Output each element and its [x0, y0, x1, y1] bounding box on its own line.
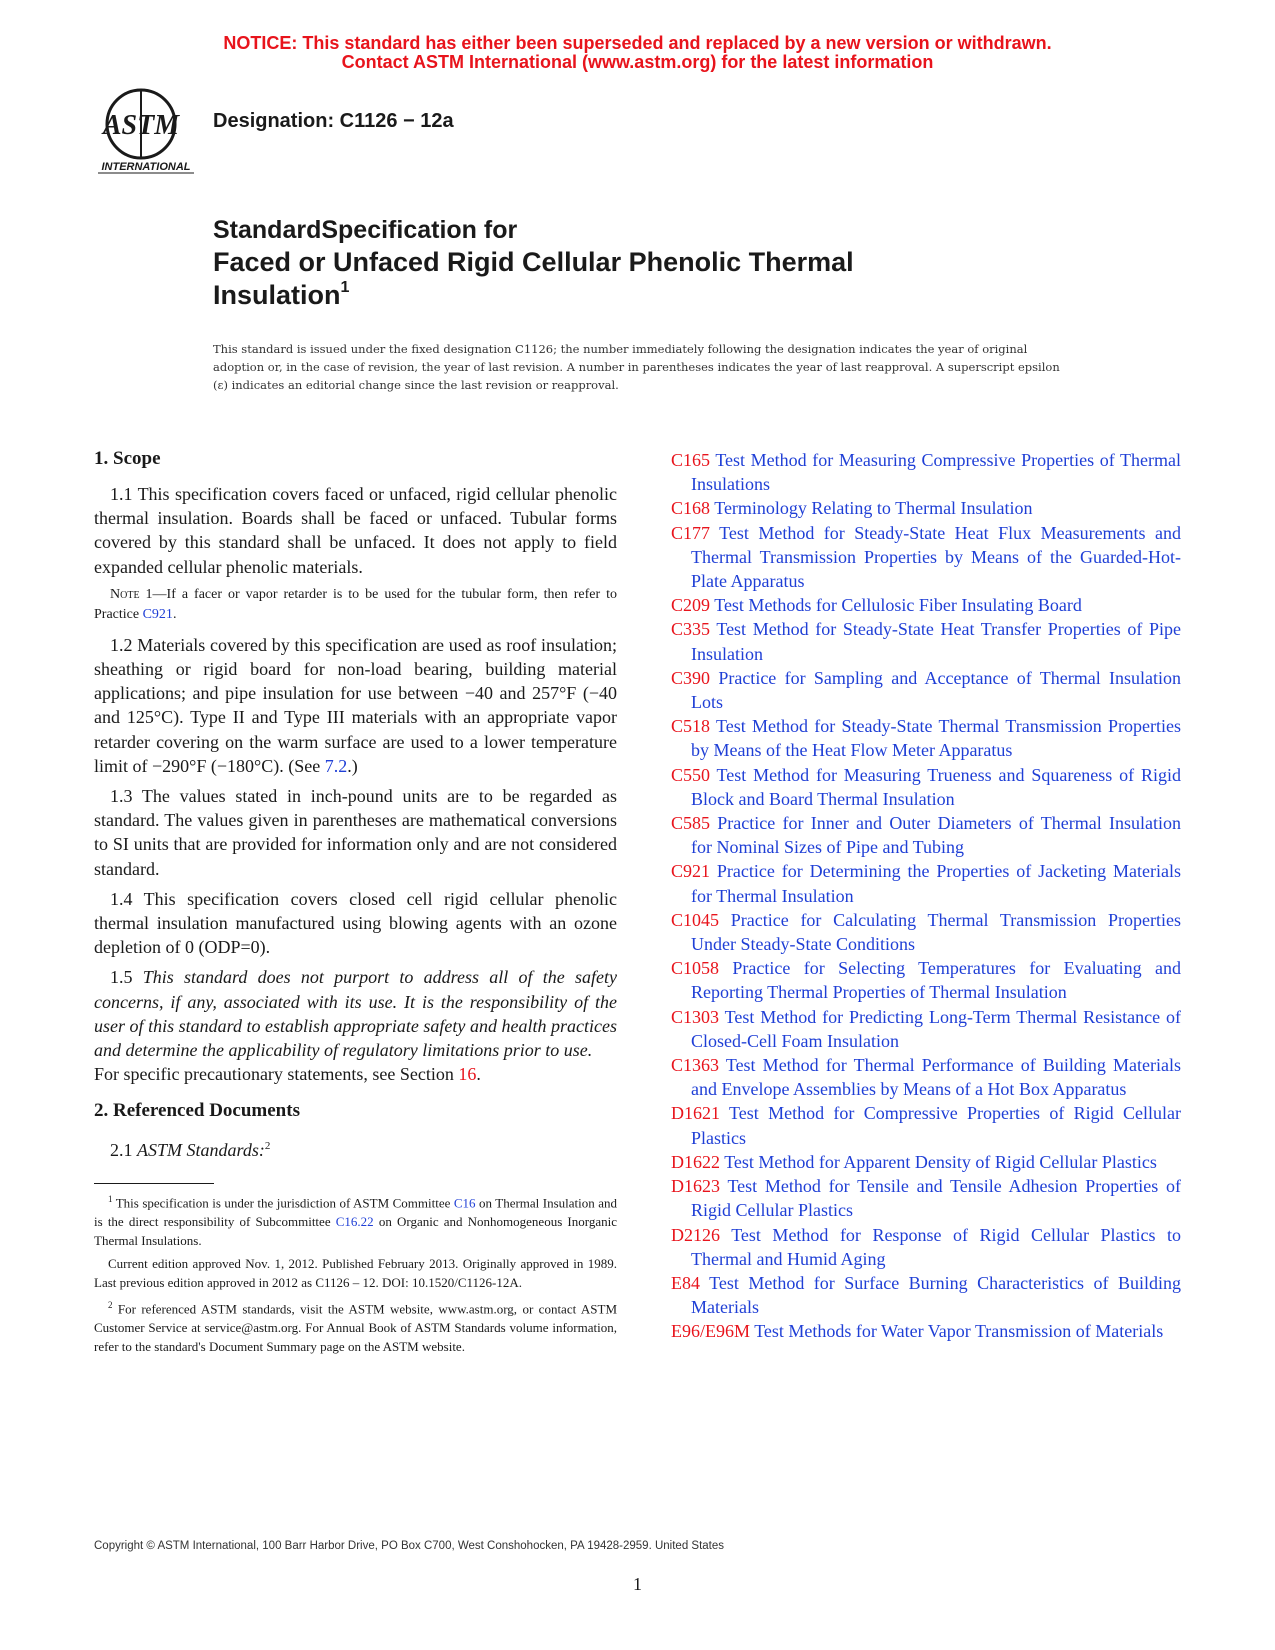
reference-code[interactable]: C921 — [671, 861, 711, 882]
issuance-statement: This standard is issued under the fixed designation C1126; the number immediately following the designation indicates the year of original adoption or, in the case of revision, the year of last revision. A number in parentheses indicates the year of last reapproval. A superscript epsilon (ε) indicates an editorial change since the last revision or reapproval. — [213, 342, 1060, 392]
section-1-3: 1.3 The values stated in inch-pound units are to be regarded as standard. The values given in parentheses are mathematical conversions to SI units that are provided for information only and are not considered standard. — [94, 786, 617, 879]
reference-code[interactable]: D2126 — [671, 1224, 720, 1245]
reference-code[interactable]: C550 — [671, 764, 711, 785]
section-2-1-sup: 2 — [264, 1140, 271, 1153]
section-2-1 — [94, 1134, 617, 1162]
reference-item — [671, 448, 1181, 496]
logo-international: INTERNATIONAL — [101, 161, 191, 173]
reference-title[interactable]: Test Method for Steady-State Heat Transfer Properties of Pipe Insulation — [691, 619, 1181, 664]
footnote-1 — [94, 1190, 617, 1250]
reference-item — [671, 859, 1181, 907]
note-label: Note — [110, 586, 140, 602]
referenced-standards-list — [671, 448, 1181, 1344]
reference-code[interactable]: E96/E96M — [671, 1321, 750, 1342]
reference-title[interactable]: Practice for Inner and Outer Diameters of Thermal Insulation for Nominal Sizes of Pipe and Tubing — [691, 813, 1181, 858]
fn1-link-c16-22[interactable]: C16.22 — [335, 1214, 374, 1229]
precaution-end: . — [476, 1064, 481, 1085]
reference-item — [671, 1271, 1181, 1319]
reference-code[interactable]: C390 — [671, 667, 711, 688]
reference-title[interactable]: Test Method for Thermal Performance of Building Materials and Envelope Assemblies by Means of a Hot Box Apparatus — [691, 1055, 1181, 1100]
reference-title[interactable]: Test Method for Tensile and Tensile Adhesion Properties of Rigid Cellular Plastics — [691, 1176, 1181, 1221]
fn1-text-b: on Thermal Insulation and is the direct responsibility of Subcommittee — [94, 1195, 617, 1229]
reference-title[interactable]: Practice for Sampling and Acceptance of Thermal Insulation Lots — [691, 667, 1181, 713]
reference-title[interactable]: Test Method for Predicting Long-Term Thermal Resistance of Closed-Cell Foam Insulation — [691, 1006, 1181, 1051]
reference-title[interactable]: Practice for Selecting Temperatures for Evaluating and Reporting Thermal Properties of Thermal Insulation — [691, 958, 1181, 1003]
reference-code[interactable]: C1363 — [671, 1055, 720, 1076]
reference-item — [671, 908, 1181, 956]
document-title — [213, 214, 854, 312]
reference-item — [671, 1319, 1181, 1343]
section-2-1-num: 2.1 — [110, 1140, 137, 1161]
footnote-1-edition: Current edition approved Nov. 1, 2012. Published February 2013. Originally approved in 1989. Last previous edition approved in 2012 as C1126 – 12. DOI: 10.1520/C1126-12A. — [94, 1256, 617, 1290]
reference-item — [671, 956, 1181, 1004]
note-link-c921[interactable]: C921 — [142, 606, 173, 622]
note-1 — [94, 585, 617, 625]
reference-code[interactable]: C1045 — [671, 909, 720, 930]
reference-code[interactable]: E84 — [671, 1272, 700, 1293]
precaution-text: For specific precautionary statements, see Section — [94, 1064, 459, 1085]
reference-title[interactable]: Terminology Relating to Thermal Insulation — [714, 498, 1033, 519]
astm-logo — [96, 86, 200, 178]
title-line-1: StandardSpecification for — [213, 216, 518, 244]
reference-item — [671, 666, 1181, 714]
fn2-mark: 2 — [108, 1300, 113, 1310]
link-7-2[interactable]: 7.2 — [324, 755, 348, 776]
reference-title[interactable]: Test Methods for Water Vapor Transmission of Materials — [754, 1321, 1164, 1342]
reference-item — [671, 593, 1181, 617]
note-end: . — [172, 606, 177, 622]
reference-title[interactable]: Practice for Determining the Properties of Jacketing Materials for Thermal Insulation — [691, 861, 1181, 906]
copyright-line: Copyright © ASTM International, 100 Barr Harbor Drive, PO Box C700, West Conshohocken, PA 19428-2959. United States — [94, 1540, 725, 1552]
title-line-3-text: Insulation — [213, 280, 341, 310]
reference-item — [671, 1223, 1181, 1271]
title-footnote-mark: 1 — [340, 279, 350, 296]
section-1-2 — [94, 633, 617, 778]
reference-item — [671, 617, 1181, 665]
reference-item — [671, 1005, 1181, 1053]
reference-code[interactable]: D1622 — [671, 1151, 720, 1172]
reference-item — [671, 1053, 1181, 1101]
referenced-documents-heading: 2. Referenced Documents — [94, 1100, 300, 1122]
reference-code[interactable]: C585 — [671, 813, 711, 834]
reference-code[interactable]: C168 — [671, 498, 711, 519]
notice-line-1: NOTICE: This standard has either been superseded and replaced by a new version or withdrawn. — [223, 33, 1052, 53]
reference-title[interactable]: Test Method for Compressive Properties of Rigid Cellular Plastics — [691, 1103, 1181, 1148]
section-2-1-italic: ASTM Standards: — [137, 1140, 265, 1161]
reference-item — [671, 1101, 1181, 1149]
withdrawal-notice — [0, 34, 1275, 72]
fn1-link-c16[interactable]: C16 — [453, 1195, 476, 1210]
reference-code[interactable]: C209 — [671, 595, 711, 616]
reference-code[interactable]: D1623 — [671, 1176, 720, 1197]
reference-title[interactable]: Practice for Calculating Thermal Transmission Properties Under Steady-State Conditions — [691, 909, 1181, 955]
section-1-5-num: 1.5 — [110, 967, 143, 988]
reference-title[interactable]: Test Method for Steady-State Heat Flux Measurements and Thermal Transmission Properties by Means of the Guarded-Hot-Plate Apparatus — [691, 522, 1181, 592]
scope-heading: 1. Scope — [94, 448, 161, 469]
left-column — [94, 448, 617, 1360]
reference-item — [671, 496, 1181, 520]
section-1-1: 1.1 This specification covers faced or unfaced, rigid cellular phenolic thermal insulation. Boards shall be faced or unfaced. Tubular forms covered by this standard shall be unfaced. It does not apply to field expanded cellular phenolic materials. — [94, 484, 617, 577]
note-text: 1—If a facer or vapor retarder is to be used for the tubular form, then refer to Practice — [94, 586, 618, 622]
section-1-2-end: .) — [347, 755, 358, 776]
section-1-2-text: 1.2 Materials covered by this specification are used as roof insulation; sheathing or rigid board for non-load bearing, building material applications; and pipe insulation for use between −40 and 257°F (−40 and 125°C). Type II and Type III materials with an appropriate vapor retarder covering on the warm surface are used to a lower temperature limit of −290°F (−180°C). (See — [94, 634, 617, 776]
reference-title[interactable]: Test Method for Apparent Density of Rigid Cellular Plastics — [724, 1151, 1157, 1172]
reference-title[interactable]: Test Method for Steady-State Thermal Transmission Properties by Means of the Heat Flow Meter Apparatus — [691, 716, 1181, 761]
fn1-text-a: This specification is under the jurisdiction of ASTM Committee — [112, 1195, 454, 1210]
section-1-5 — [94, 965, 617, 1062]
reference-item — [671, 1174, 1181, 1222]
logo-letters: ASTM — [102, 110, 180, 141]
title-line-3 — [213, 279, 854, 312]
precaution-reference — [94, 1062, 617, 1086]
reference-title[interactable]: Test Methods for Cellulosic Fiber Insulating Board — [714, 595, 1082, 616]
reference-code[interactable]: D1621 — [671, 1103, 720, 1124]
page-number: 1 — [633, 1574, 642, 1594]
reference-code[interactable]: C1058 — [671, 958, 720, 979]
reference-title[interactable]: Test Method for Surface Burning Characteristics of Building Materials — [691, 1272, 1181, 1318]
section-1-5-italic: This standard does not purport to address all of the safety concerns, if any, associated with its use. It is the responsibility of the user of this standard to establish appropriate safety and health practices and determine the applicability of regulatory limitations prior to use. — [94, 967, 618, 1061]
reference-code[interactable]: C518 — [671, 716, 711, 737]
reference-title[interactable]: Test Method for Measuring Compressive Properties of Thermal Insulations — [691, 450, 1181, 495]
reference-item — [671, 1150, 1181, 1174]
reference-title[interactable]: Test Method for Measuring Trueness and Squareness of Rigid Block and Board Thermal Insulation — [691, 764, 1181, 809]
reference-item — [671, 714, 1181, 762]
section-1-4: 1.4 This specification covers closed cell rigid cellular phenolic thermal insulation manufactured using blowing agents with an ozone depletion of 0 (ODP=0). — [94, 888, 617, 958]
reference-item — [671, 521, 1181, 594]
fn1-mark: 1 — [108, 1193, 113, 1204]
fn1-text-c: on Organic and Nonhomogeneous Inorganic Thermal Insulations. — [94, 1214, 617, 1248]
footnote-divider — [94, 1183, 214, 1184]
reference-code[interactable]: C165 — [671, 450, 711, 470]
notice-line-2: Contact ASTM International (www.astm.org) for the latest information — [341, 52, 934, 72]
title-line-2: Faced or Unfaced Rigid Cellular Phenolic Thermal — [213, 247, 854, 277]
reference-title[interactable]: Test Method for Response of Rigid Cellular Plastics to Thermal and Humid Aging — [691, 1224, 1181, 1269]
designation: Designation: C1126 − 12a — [213, 110, 454, 132]
reference-code[interactable]: C335 — [671, 619, 711, 640]
fn2-text: For referenced ASTM standards, visit the ASTM website, www.astm.org, or contact ASTM Customer Service at service@astm.org. For Annual Book of ASTM Standards volume information, refer to the standard's Document Summary page on the ASTM website. — [94, 1301, 617, 1355]
reference-code[interactable]: C1303 — [671, 1006, 720, 1027]
link-section-16[interactable]: 16 — [458, 1064, 477, 1085]
reference-code[interactable]: C177 — [671, 522, 711, 543]
reference-item — [671, 811, 1181, 859]
reference-item — [671, 763, 1181, 811]
footnote-2 — [94, 1296, 617, 1356]
